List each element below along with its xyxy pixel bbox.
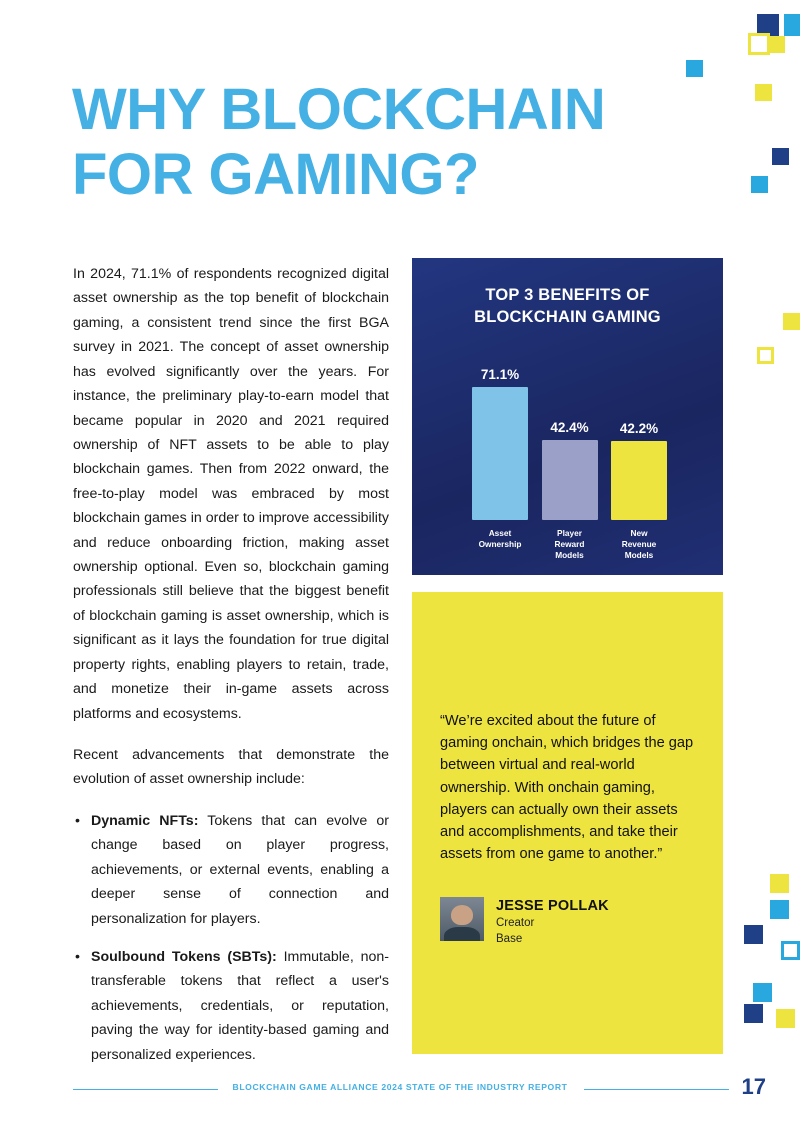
bar-value-label: 42.4% (550, 420, 589, 435)
chart-category-labels (472, 528, 667, 561)
footer-text: BLOCKCHAIN GAME ALLIANCE 2024 STATE OF THE INDUSTRY REPORT (232, 1082, 568, 1092)
bullet-text: Immutable, non-transferable tokens that reflect a user's achievements, credentials, or reputation, paving the way for identity-based gaming and personalized experiences. (91, 948, 389, 1063)
label-line: Revenue (621, 539, 657, 550)
decor-square (768, 36, 785, 53)
quote-card (412, 592, 723, 1054)
decor-square (753, 983, 772, 1002)
bullet-term: Dynamic NFTs: (91, 812, 199, 829)
decor-square (784, 14, 800, 36)
label-line: Reward (554, 539, 585, 550)
chart-card (412, 258, 723, 575)
bar-category-label (611, 528, 667, 561)
quote-author (440, 897, 609, 948)
decor-square (772, 148, 789, 165)
bar (472, 387, 528, 520)
chart-title-line-2: BLOCKCHAIN GAMING (474, 308, 661, 327)
bullet-text: Tokens that can evolve or change based on player progress, achievements, or external events, enabling a deeper sense of connection and personalization for players. (91, 812, 389, 927)
label-line: Player (557, 528, 582, 539)
author-role: Creator (496, 917, 535, 930)
decor-square (744, 1004, 763, 1023)
chart-bar-group (542, 420, 598, 520)
label-line: Models (624, 550, 654, 561)
decor-square (781, 941, 800, 960)
chart-bar-group (611, 421, 667, 520)
label-line: Ownership (478, 539, 522, 550)
bar-category-label (542, 528, 598, 561)
decor-square (751, 176, 768, 193)
quote-text: “We’re excited about the future of gaming onchain, which bridges the gap between virtual and real-world ownership. With onchain gaming, players can actually own their assets and accomplishments, and take their assets from one game to another.” (440, 713, 694, 863)
paragraph-2: Recent advancements that demonstrate the evolution of asset ownership include: (73, 747, 389, 788)
bar (611, 441, 667, 520)
author-details (496, 897, 609, 948)
label-line: Models (555, 550, 584, 561)
chart-title (412, 284, 723, 328)
bar (542, 440, 598, 520)
page-number: 17 (741, 1074, 766, 1099)
decor-square (770, 874, 789, 893)
label-line: Asset (488, 528, 512, 539)
author-name: JESSE POLLAK (496, 898, 609, 914)
chart-bars (472, 340, 667, 520)
list-item (73, 809, 389, 931)
decor-square (776, 1009, 795, 1028)
list-item (73, 945, 389, 1067)
bar-value-label: 71.1% (480, 367, 520, 382)
decor-square (755, 84, 772, 101)
bar-value-label: 42.2% (619, 421, 659, 436)
chart-title-line-1: TOP 3 BENEFITS OF (485, 286, 650, 304)
decor-square (748, 33, 770, 55)
paragraph-1: In 2024, 71.1% of respondents recognized digital asset ownership as the top benefit of blockchain gaming, a consistent trend since the first BGA survey in 2021. The concept of asset ownership has evolved significantly over the years. For instance, the preliminary play-to-earn model that became popular in 2020 and 2021 required ownership of NFT assets to be able to play blockchain games. Then from 2022 onward, the free-to-play model was embraced by most blockchain games in order to improve accessibility and reduce onboarding friction, making asset ownership optional. Even so, blockchain gaming professionals still believe that the biggest benefit of blockchain gaming is asset ownership, which is significant as it lays the foundation for true digital property rights, enabling players to retain, trade, and monetize their in-game assets across platforms and ecosystems. (73, 266, 389, 722)
bullet-term: Soulbound Tokens (SBTs): (91, 948, 277, 965)
decor-square (686, 60, 703, 77)
avatar (440, 897, 484, 941)
page-title: WHY BLOCKCHAIN FOR GAMING? (72, 77, 606, 207)
article-body (73, 262, 389, 1081)
author-org: Base (496, 933, 523, 946)
decor-square (783, 313, 800, 330)
bar-category-label (472, 528, 528, 561)
label-line: New (630, 528, 648, 539)
decor-square (744, 925, 763, 944)
decor-square (757, 347, 774, 364)
bullet-list (73, 809, 389, 1067)
decor-square (770, 900, 789, 919)
chart-bar-group (472, 367, 528, 520)
